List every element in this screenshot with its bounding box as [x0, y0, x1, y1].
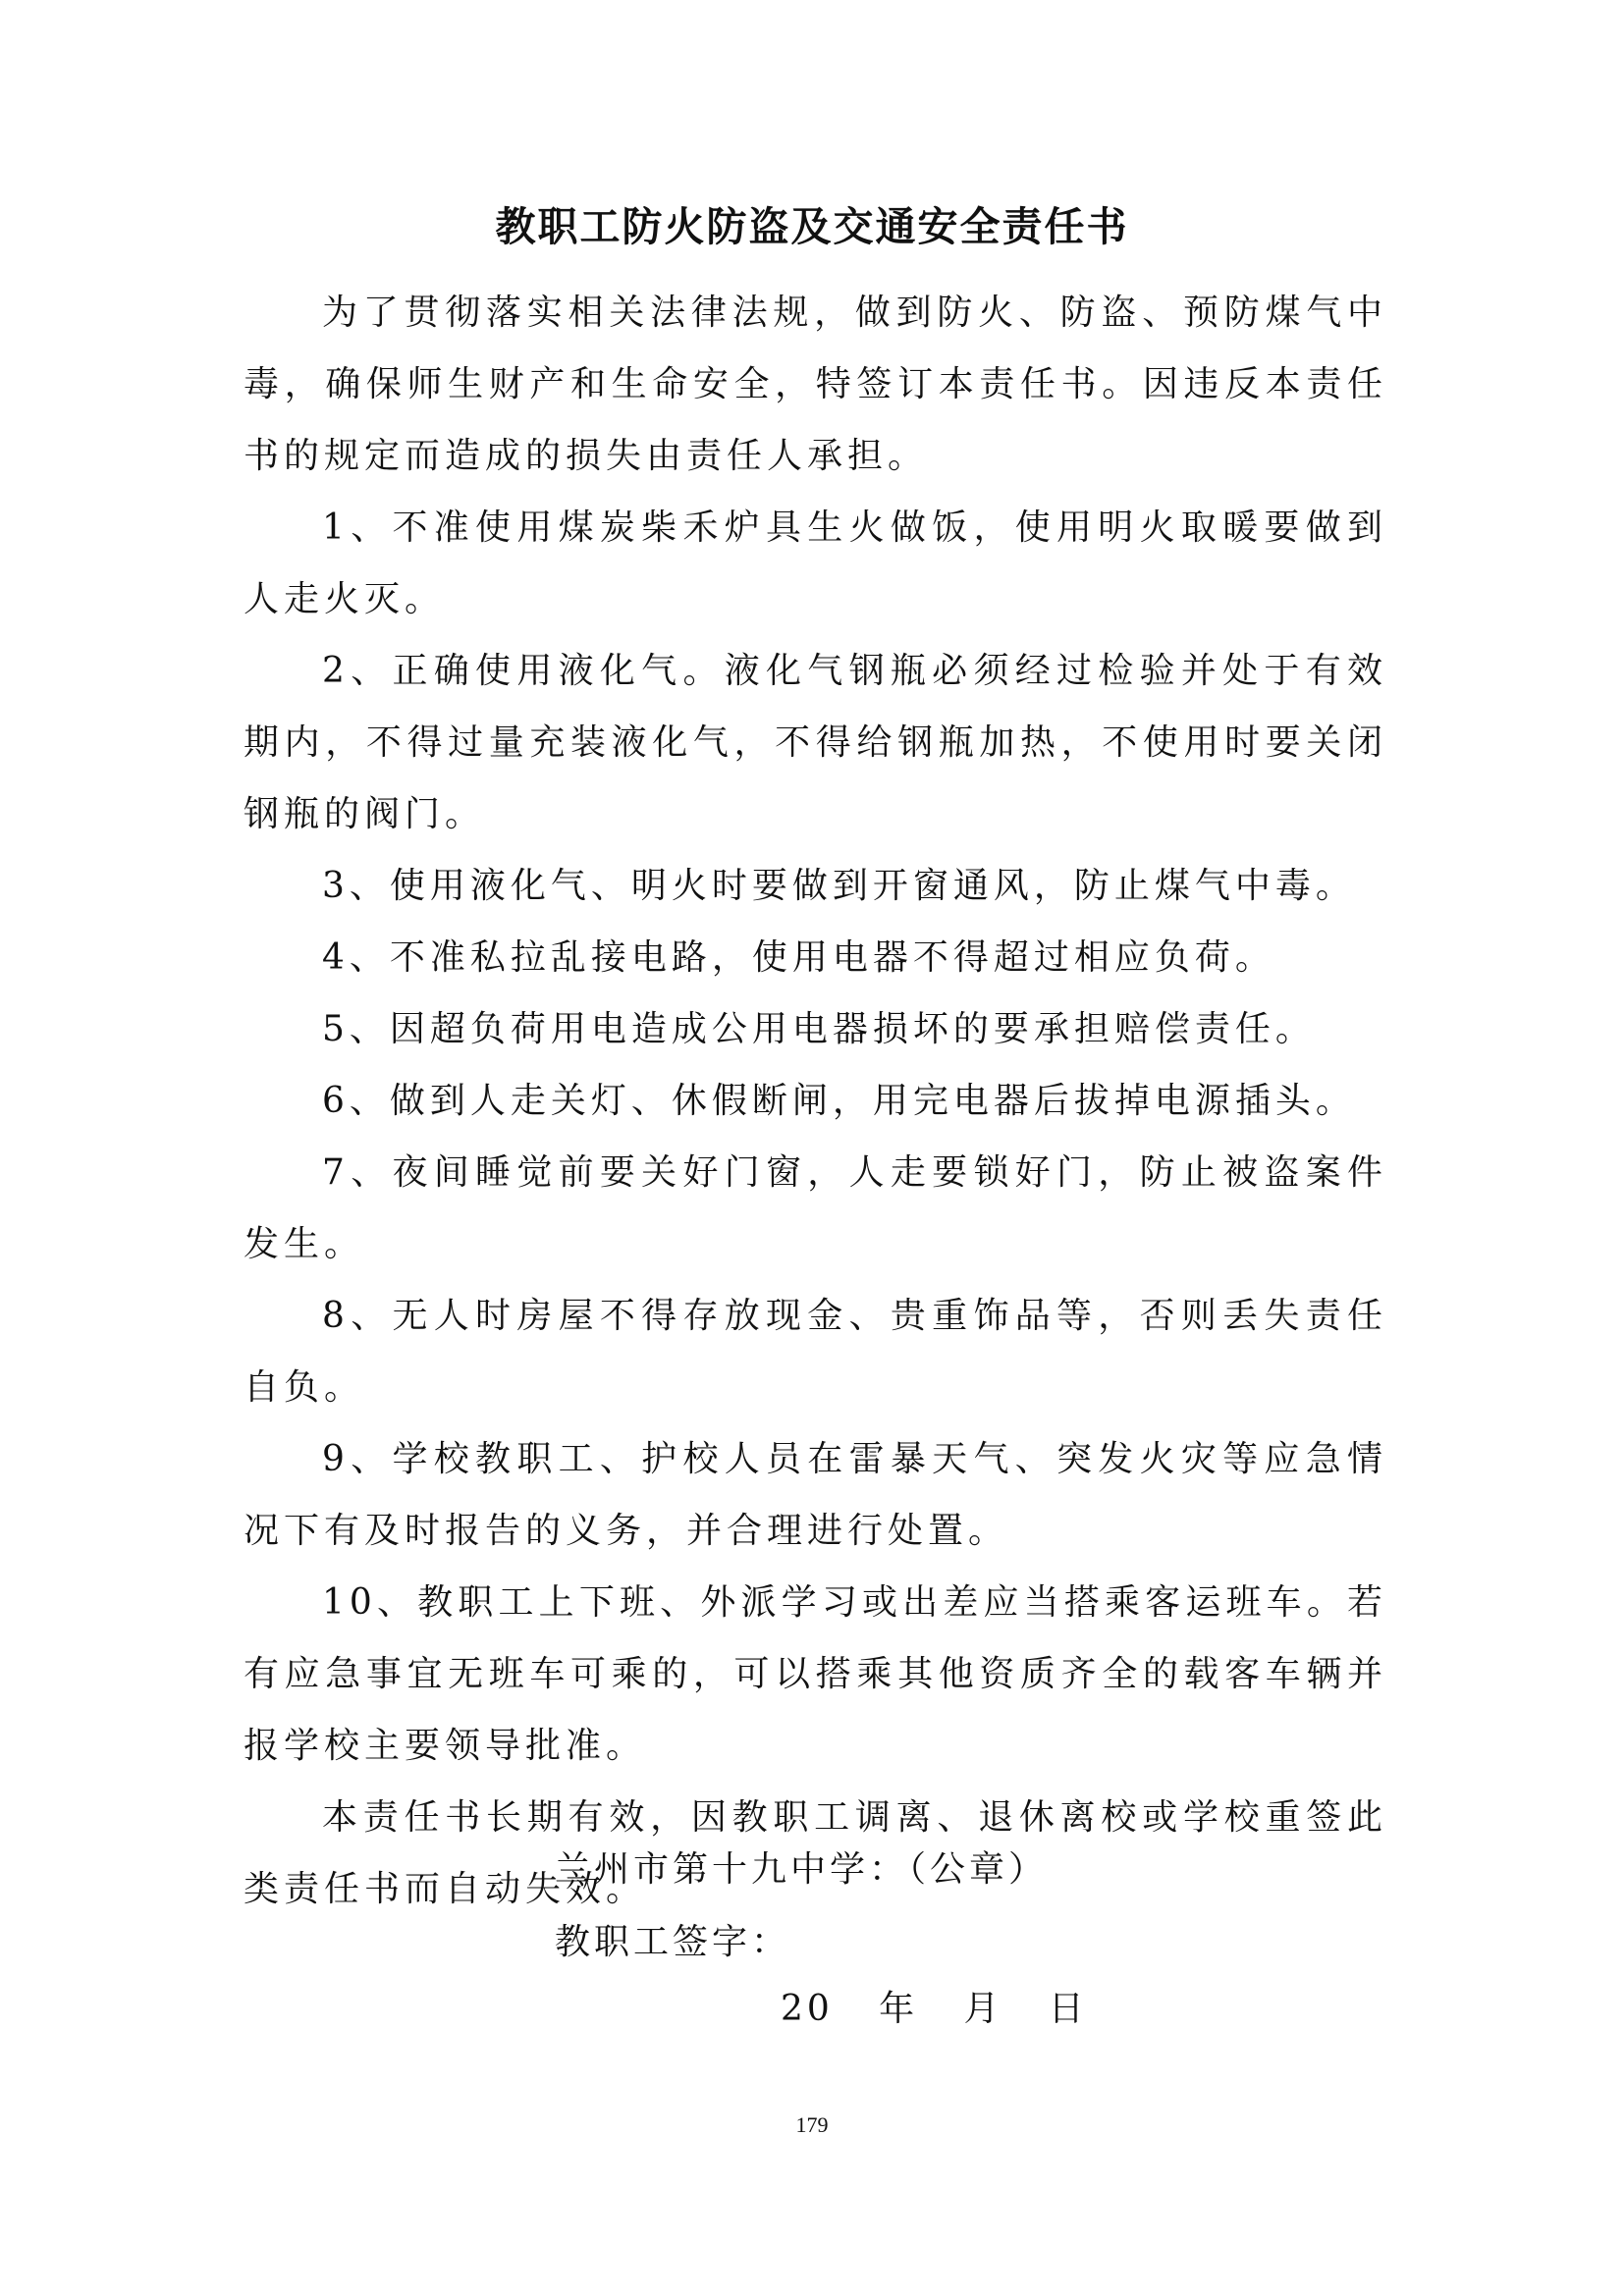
validity-paragraph: 本责任书长期有效，因教职工调离、退休离校或学校重签此类责任书而自动失效。 — [244, 1797, 1387, 1909]
intro-paragraph: 为了贯彻落实相关法律法规，做到防火、防盗、预防煤气中毒，确保师生财产和生命安全，特签订本责任书。因违反本责任书的规定而造成的损失由责任人承担。 — [244, 293, 1387, 476]
clause-4: 4、不准私拉乱接电路，使用电器不得超过相应负荷。 — [322, 937, 1275, 978]
document-title: 教职工防火防盗及交通安全责任书 — [495, 203, 1129, 250]
clause-8: 8、无人时房屋不得存放现金、贵重饰品等，否则丢失责任自负。 — [244, 1296, 1387, 1408]
signature-block — [555, 1834, 1048, 1979]
clause-5: 5、因超负荷用电造成公用电器损坏的要承担赔偿责任。 — [322, 1009, 1316, 1049]
page-number: 179 — [795, 2112, 829, 2137]
staff-signature-line: 教职工签字： — [555, 1922, 791, 1962]
document-body — [244, 277, 1387, 1925]
clause-1: 1、不准使用煤炭柴禾炉具生火做饭，使用明火取暖要做到人走火灭。 — [244, 507, 1387, 619]
clause-6: 6、做到人走关灯、休假断闸，用完电器后拔掉电源插头。 — [322, 1081, 1356, 1121]
clause-9: 9、学校教职工、护校人员在雷暴天气、突发火灾等应急情况下有及时报告的义务，并合理进行处置。 — [244, 1439, 1387, 1551]
clause-3: 3、使用液化气、明火时要做到开窗通风，防止煤气中毒。 — [322, 866, 1356, 906]
clause-10: 10、教职工上下班、外派学习或出差应当搭乘客运班车。若有应急事宜无班车可乘的，可以搭乘其他资质齐全的载客车辆并报学校主要领导批准。 — [244, 1582, 1387, 1766]
clause-2: 2、正确使用液化气。液化气钢瓶必须经过检验并处于有效期内，不得过量充装液化气，不得给钢瓶加热，不使用时要关闭钢瓶的阀门。 — [244, 651, 1387, 834]
clause-7: 7、夜间睡觉前要关好门窗，人走要锁好门，防止被盗案件发生。 — [244, 1152, 1387, 1264]
date-line: 20 年 月 日 — [781, 1989, 1088, 2029]
school-seal-line: 兰州市第十九中学：（公章） — [555, 1849, 1049, 1890]
